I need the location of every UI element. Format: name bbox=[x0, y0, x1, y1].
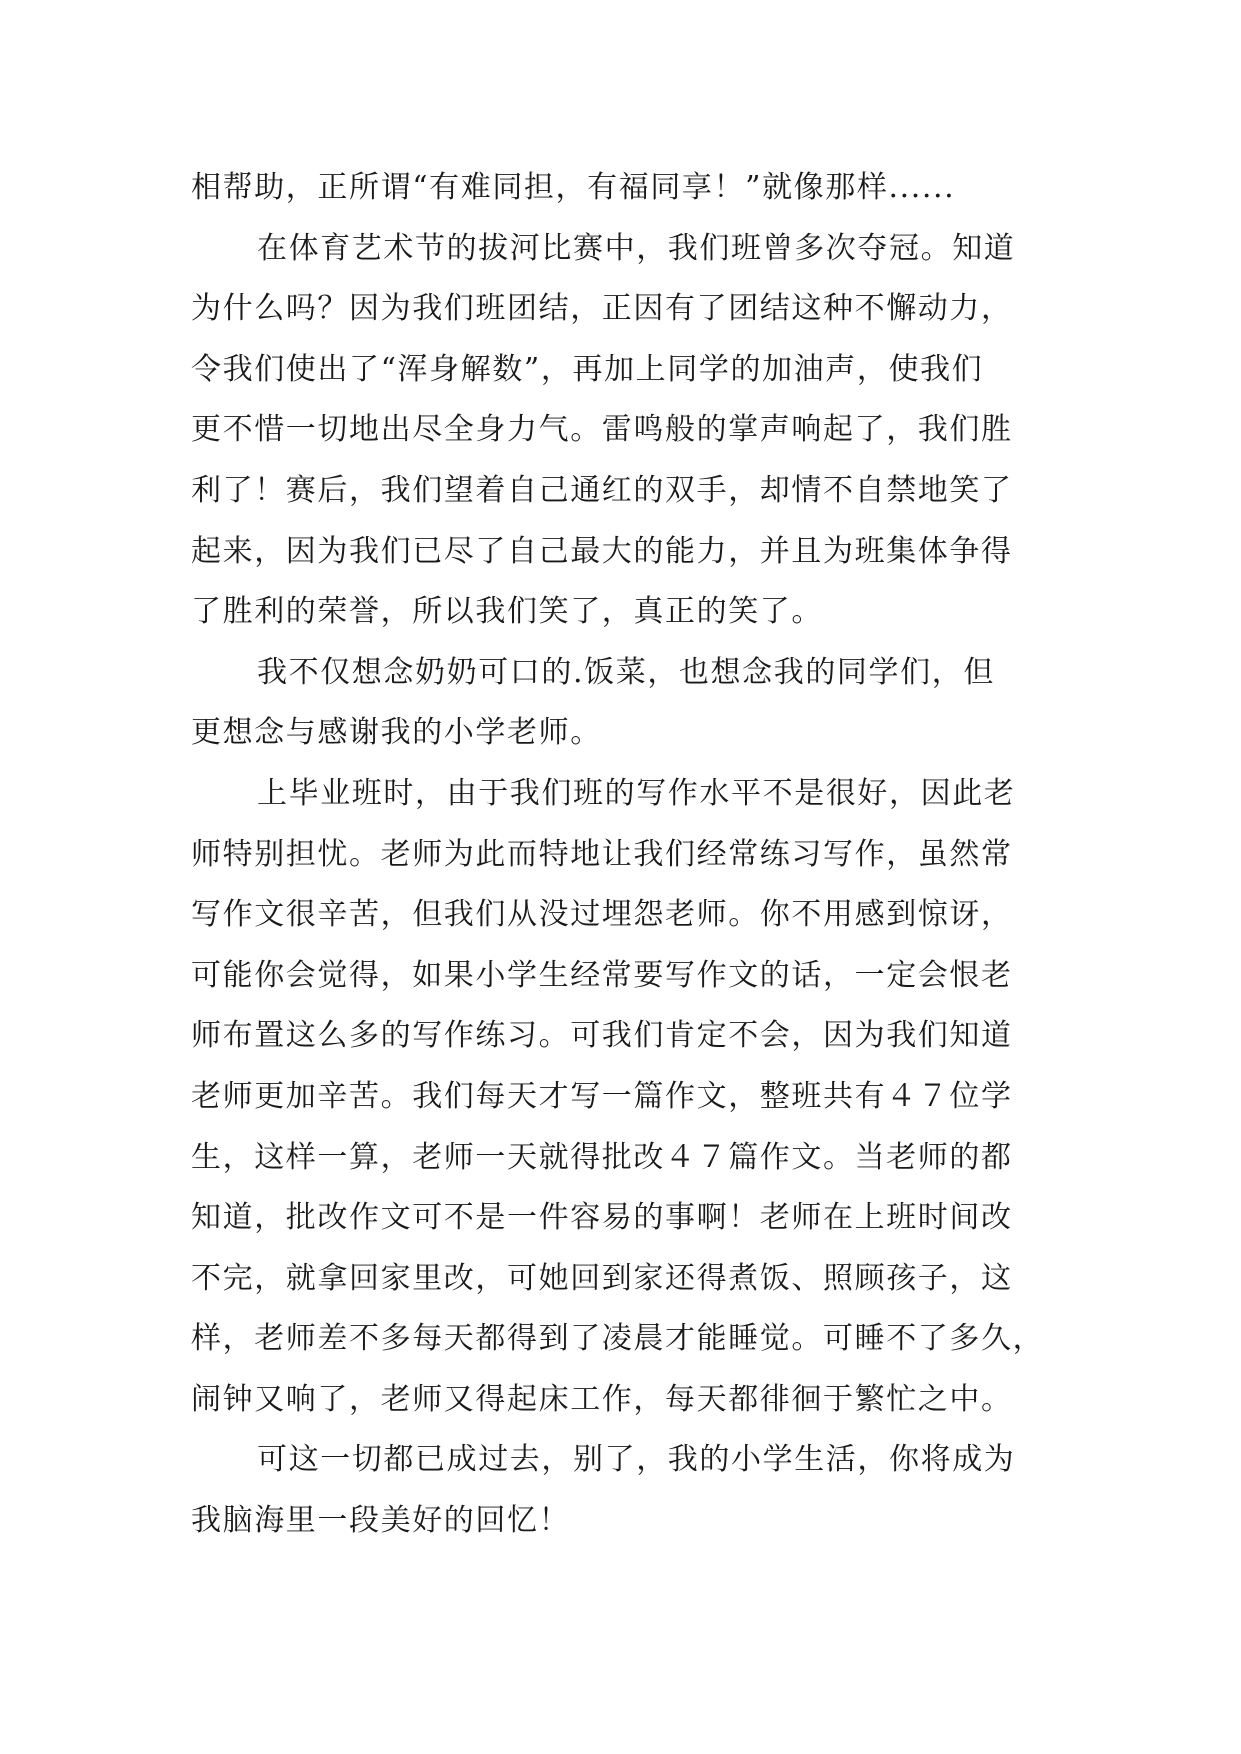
text-line: 师特别担忧。老师为此而特地让我们经常练习写作，虽然常 bbox=[191, 836, 1013, 872]
text-line: 为什么吗？因为我们班团结，正因有了团结这种不懈动力， bbox=[191, 291, 1013, 327]
text-line: 在体育艺术节的拔河比赛中，我们班曾多次夺冠。知道 bbox=[257, 230, 1016, 266]
text-line: 写作文很辛苦，但我们从没过埋怨老师。你不用感到惊讶， bbox=[191, 897, 1013, 933]
text-line: 我不仅想念奶奶可口的.饭菜，也想念我的同学们，但 bbox=[257, 654, 995, 690]
text-line: 样，老师差不多每天都得到了凌晨才能睡觉。可睡不了多久， bbox=[191, 1321, 1045, 1357]
text-line: 可这一切都已成过去，别了，我的小学生活，你将成为 bbox=[257, 1442, 1016, 1478]
body-text bbox=[191, 158, 1071, 1552]
text-line: 利了！赛后，我们望着自己通红的双手，却情不自禁地笑了 bbox=[191, 472, 1013, 508]
text-line: 上毕业班时，由于我们班的写作水平不是很好，因此老 bbox=[257, 775, 1016, 811]
text-line: 更不惜一切地出尽全身力气。雷鸣般的掌声响起了，我们胜 bbox=[191, 412, 1013, 448]
text-line: 相帮助，正所谓“有难同担，有福同享！”就像那样...... bbox=[191, 170, 956, 205]
text-line: 不完，就拿回家里改，可她回到家还得煮饭、照顾孩子，这 bbox=[191, 1260, 1013, 1296]
text-line: 师布置这么多的写作练习。可我们肯定不会，因为我们知道 bbox=[191, 1018, 1013, 1054]
text-line: 可能你会觉得，如果小学生经常要写作文的话，一定会恨老 bbox=[191, 957, 1013, 993]
text-line: 了胜利的荣誉，所以我们笑了，真正的笑了。 bbox=[191, 594, 823, 630]
text-line: 起来，因为我们已尽了自己最大的能力，并且为班集体争得 bbox=[191, 533, 1013, 569]
text-line: 老师更加辛苦。我们每天才写一篇作文，整班共有４７位学 bbox=[191, 1078, 1013, 1114]
text-line: 生，这样一算，老师一天就得批改４７篇作文。当老师的都 bbox=[191, 1139, 1013, 1175]
text-line: 知道，批改作文可不是一件容易的事啊！老师在上班时间改 bbox=[191, 1200, 1013, 1236]
text-line: 更想念与感谢我的小学老师。 bbox=[191, 715, 602, 751]
text-line: 我脑海里一段美好的回忆！ bbox=[191, 1503, 571, 1539]
text-line: 闹钟又响了，老师又得起床工作，每天都徘徊于繁忙之中。 bbox=[191, 1381, 1013, 1417]
text-line: 令我们使出了“浑身解数”，再加上同学的加油声，使我们 bbox=[191, 351, 984, 387]
